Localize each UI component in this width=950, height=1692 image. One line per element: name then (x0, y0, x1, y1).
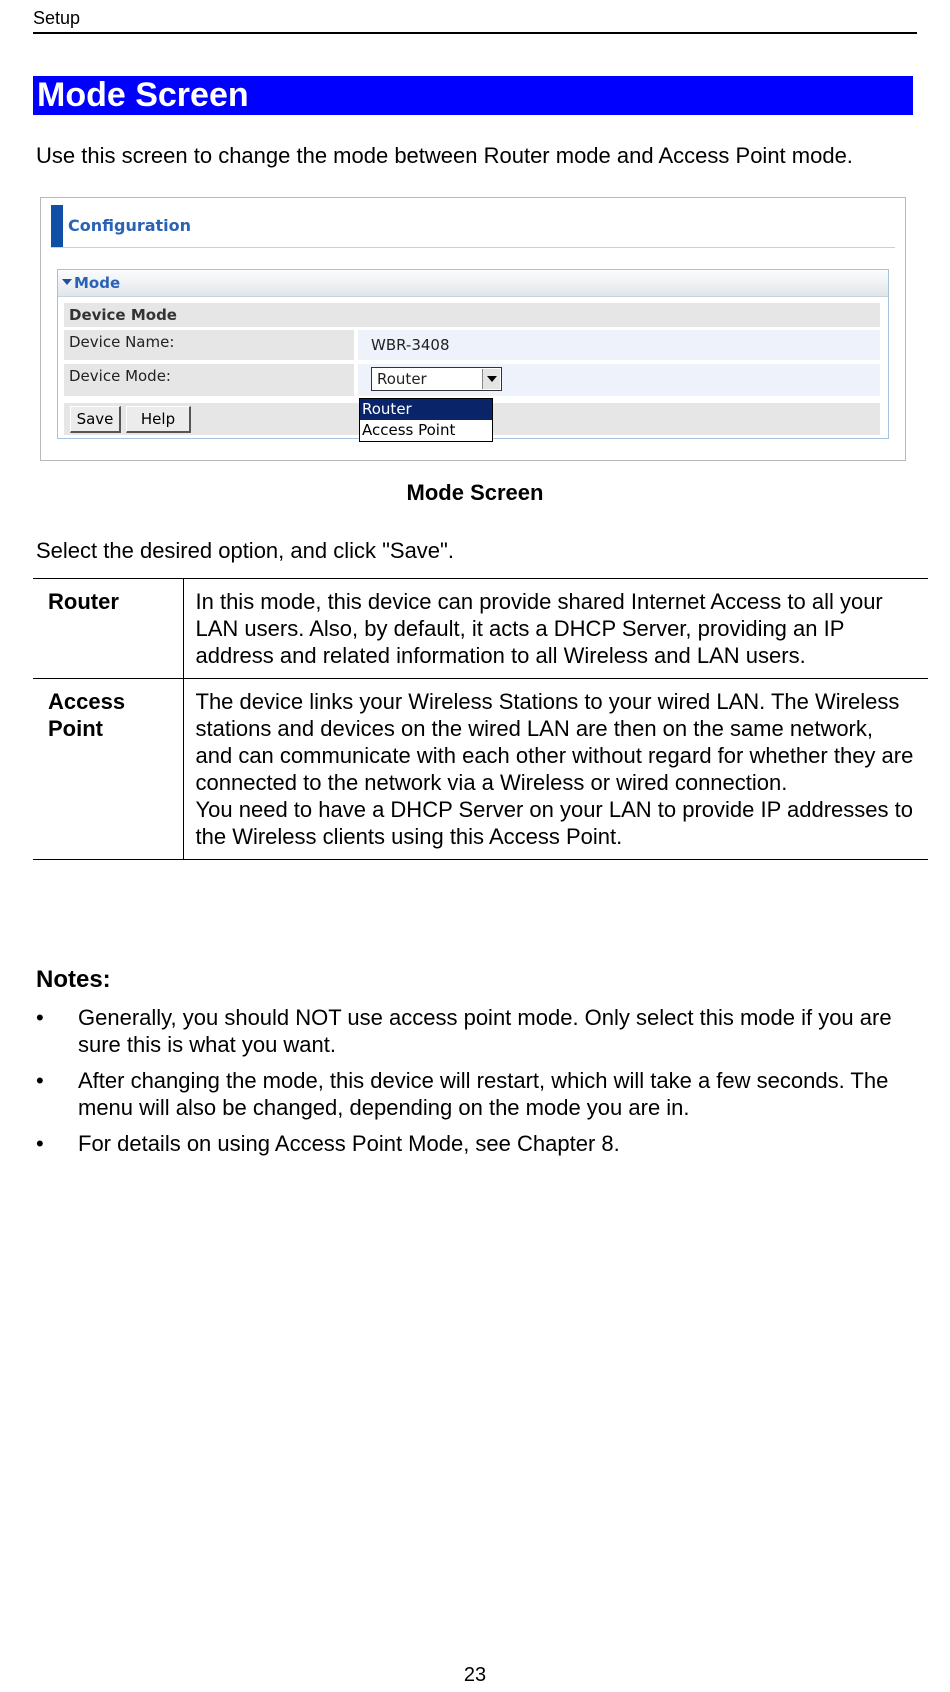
list-item (36, 1004, 916, 1058)
device-mode-group-label: Device Mode (64, 303, 880, 327)
mode-definitions-table (33, 578, 928, 860)
definition-paragraph: The device links your Wireless Stations to your wired LAN. The Wireless stations and devices on the wired LAN are then on the same network, and can communicate with each other without regard for whether they are connected to the network via a Wireless or wired connection. (195, 689, 914, 795)
mode-panel-header[interactable] (58, 270, 888, 297)
mode-screen-screenshot (40, 197, 906, 461)
definition-access-point (183, 679, 928, 860)
bullet-icon: • (36, 1131, 44, 1156)
dropdown-arrow-icon[interactable] (482, 369, 500, 389)
definition-router (183, 579, 928, 679)
definition-paragraph: In this mode, this device can provide shared Internet Access to all your LAN users. Also, by default, it acts a DHCP Server, providing an IP address and related information to all Wireless and LAN users. (195, 589, 883, 668)
bullet-icon: • (36, 1068, 44, 1093)
notes-list (36, 1004, 916, 1166)
device-mode-cell (358, 364, 880, 396)
term-access-point: Access Point (33, 679, 183, 860)
section-title: Mode Screen (33, 76, 913, 115)
device-mode-label: Device Mode: (64, 364, 354, 396)
configuration-header (51, 205, 895, 248)
note-text: After changing the mode, this device will restart, which will take a few seconds. The menu will also be changed, depending on the mode you are in. (78, 1068, 889, 1120)
note-text: For details on using Access Point Mode, see Chapter 8. (78, 1131, 620, 1156)
instruction-text: Select the desired option, and click "Save". (36, 538, 454, 563)
table-row (33, 579, 928, 679)
bullet-icon: • (36, 1005, 44, 1030)
running-header: Setup (33, 8, 917, 34)
dropdown-option-access-point[interactable]: Access Point (362, 421, 456, 439)
table-row (33, 679, 928, 860)
dropdown-option-router[interactable]: Router (360, 399, 492, 420)
collapse-triangle-icon[interactable] (62, 279, 72, 285)
definition-paragraph: You need to have a DHCP Server on your LAN to provide IP addresses to the Wireless clients using this Access Point. (195, 797, 913, 849)
mode-panel-title: Mode (74, 274, 121, 292)
list-item (36, 1067, 916, 1121)
note-text: Generally, you should NOT use access point mode. Only select this mode if you are sure this is what you want. (78, 1005, 892, 1057)
save-button[interactable]: Save (70, 406, 121, 433)
notes-heading: Notes: (36, 966, 111, 993)
help-button[interactable]: Help (126, 406, 191, 433)
device-mode-dropdown-list[interactable] (359, 398, 493, 442)
configuration-accent-bar (51, 205, 63, 247)
figure-caption: Mode Screen (406, 480, 544, 505)
device-name-label: Device Name: (64, 330, 354, 360)
intro-text: Use this screen to change the mode between Router mode and Access Point mode. (36, 143, 853, 168)
device-mode-selected-value: Router (377, 370, 427, 388)
term-router: Router (33, 579, 183, 679)
device-mode-select[interactable] (371, 367, 502, 391)
device-name-value: WBR-3408 (358, 330, 880, 360)
list-item (36, 1130, 916, 1157)
configuration-title: Configuration (68, 216, 192, 235)
page-number: 23 (463, 1664, 487, 1686)
